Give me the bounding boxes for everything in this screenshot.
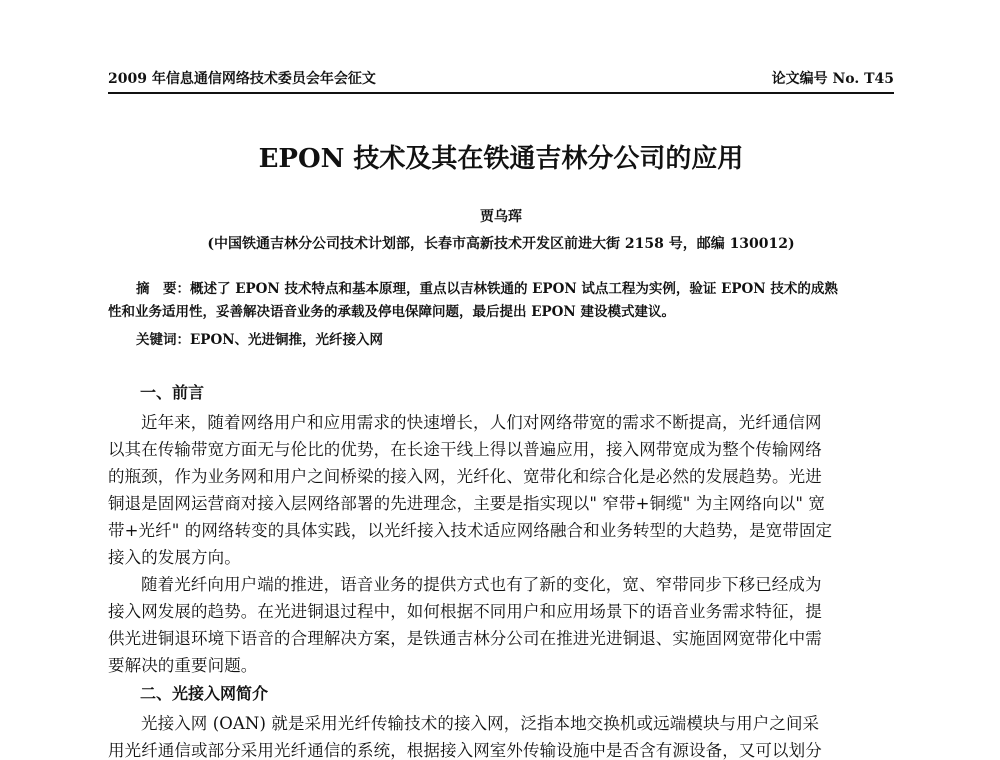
abstract (108, 278, 894, 324)
keywords-text: EPON、光进铜推，光纤接入网 (190, 332, 384, 348)
running-header (108, 68, 894, 90)
paragraph-line: 接入的发展方向。 (108, 548, 241, 567)
intro-paragraph-1 (108, 409, 894, 571)
header-rule (108, 92, 894, 94)
keywords (136, 330, 383, 350)
intro-paragraph-2 (108, 571, 894, 679)
section-heading-intro: 一、前言 (140, 383, 205, 402)
conference-name: 2009 年信息通信网络技术委员会年会征文 (108, 71, 376, 87)
paragraph-line: 要解决的重要问题。 (108, 656, 258, 675)
paragraph-line: 光接入网 (OAN) 就是采用光纤传输技术的接入网，泛指本地交换机或远端模块与用户之间采 (141, 714, 820, 733)
paragraph-line: 以其在传输带宽方面无与伦比的优势，在长途干线上得以普遍应用，接入网带宽成为整个传输网络 (108, 440, 822, 459)
paragraph-line: 的瓶颈，作为业务网和用户之间桥梁的接入网，光纤化、宽带化和综合化是必然的发展趋势。光进 (108, 467, 822, 486)
oan-paragraph-1 (108, 710, 894, 760)
author-affiliation: (中国铁通吉林分公司技术计划部，长春市高新技术开发区前进大街 2158 号，邮编 130012) (207, 236, 795, 252)
abstract-line: 性和业务适用性，妥善解决语音业务的承载及停电保障问题，最后提出 EPON 建设模式建议。 (108, 304, 675, 320)
abstract-line (108, 278, 894, 301)
abstract-label: 摘 要 (136, 281, 177, 297)
paragraph-line: 供光进铜退环境下语音的合理解决方案，是铁通吉林分公司在推进光进铜退、实施固网宽带化中需 (108, 629, 822, 648)
paragraph-line: 接入网发展的趋势。在光进铜退过程中，如何根据不同用户和应用场景下的语音业务需求特征，提 (108, 602, 822, 621)
paragraph-line: 铜退是固网运营商对接入层网络部署的先进理念，主要是指实现以" 窄带+铜缆" 为主网络向以" 宽 (108, 494, 826, 513)
paper-title: EPON 技术及其在铁通吉林分公司的应用 (258, 144, 744, 174)
abstract-text-1: ：概述了 EPON 技术特点和基本原理，重点以吉林铁通的 EPON 试点工程为实例，验证 EPON 技术的成熟 (176, 281, 838, 297)
paragraph-line: 近年来，随着网络用户和应用需求的快速增长，人们对网络带宽的需求不断提高，光纤通信网 (141, 413, 822, 432)
paragraph-line: 带+光纤" 的网络转变的具体实践，以光纤接入技术适应网络融合和业务转型的大趋势，是宽带固定 (108, 521, 833, 540)
paragraph-line: 用光纤通信或部分采用光纤通信的系统，根据接入网室外传输设施中是否含有源设备，又可以划分 (108, 741, 822, 760)
keywords-label: 关键词： (136, 332, 190, 348)
paper-number: 论文编号 No. T45 (771, 71, 894, 87)
author-name: 贾乌珲 (480, 209, 522, 225)
section-heading-oan: 二、光接入网简介 (140, 684, 269, 703)
paragraph-line: 随着光纤向用户端的推进，语音业务的提供方式也有了新的变化，宽、窄带同步下移已经成为 (141, 575, 822, 594)
